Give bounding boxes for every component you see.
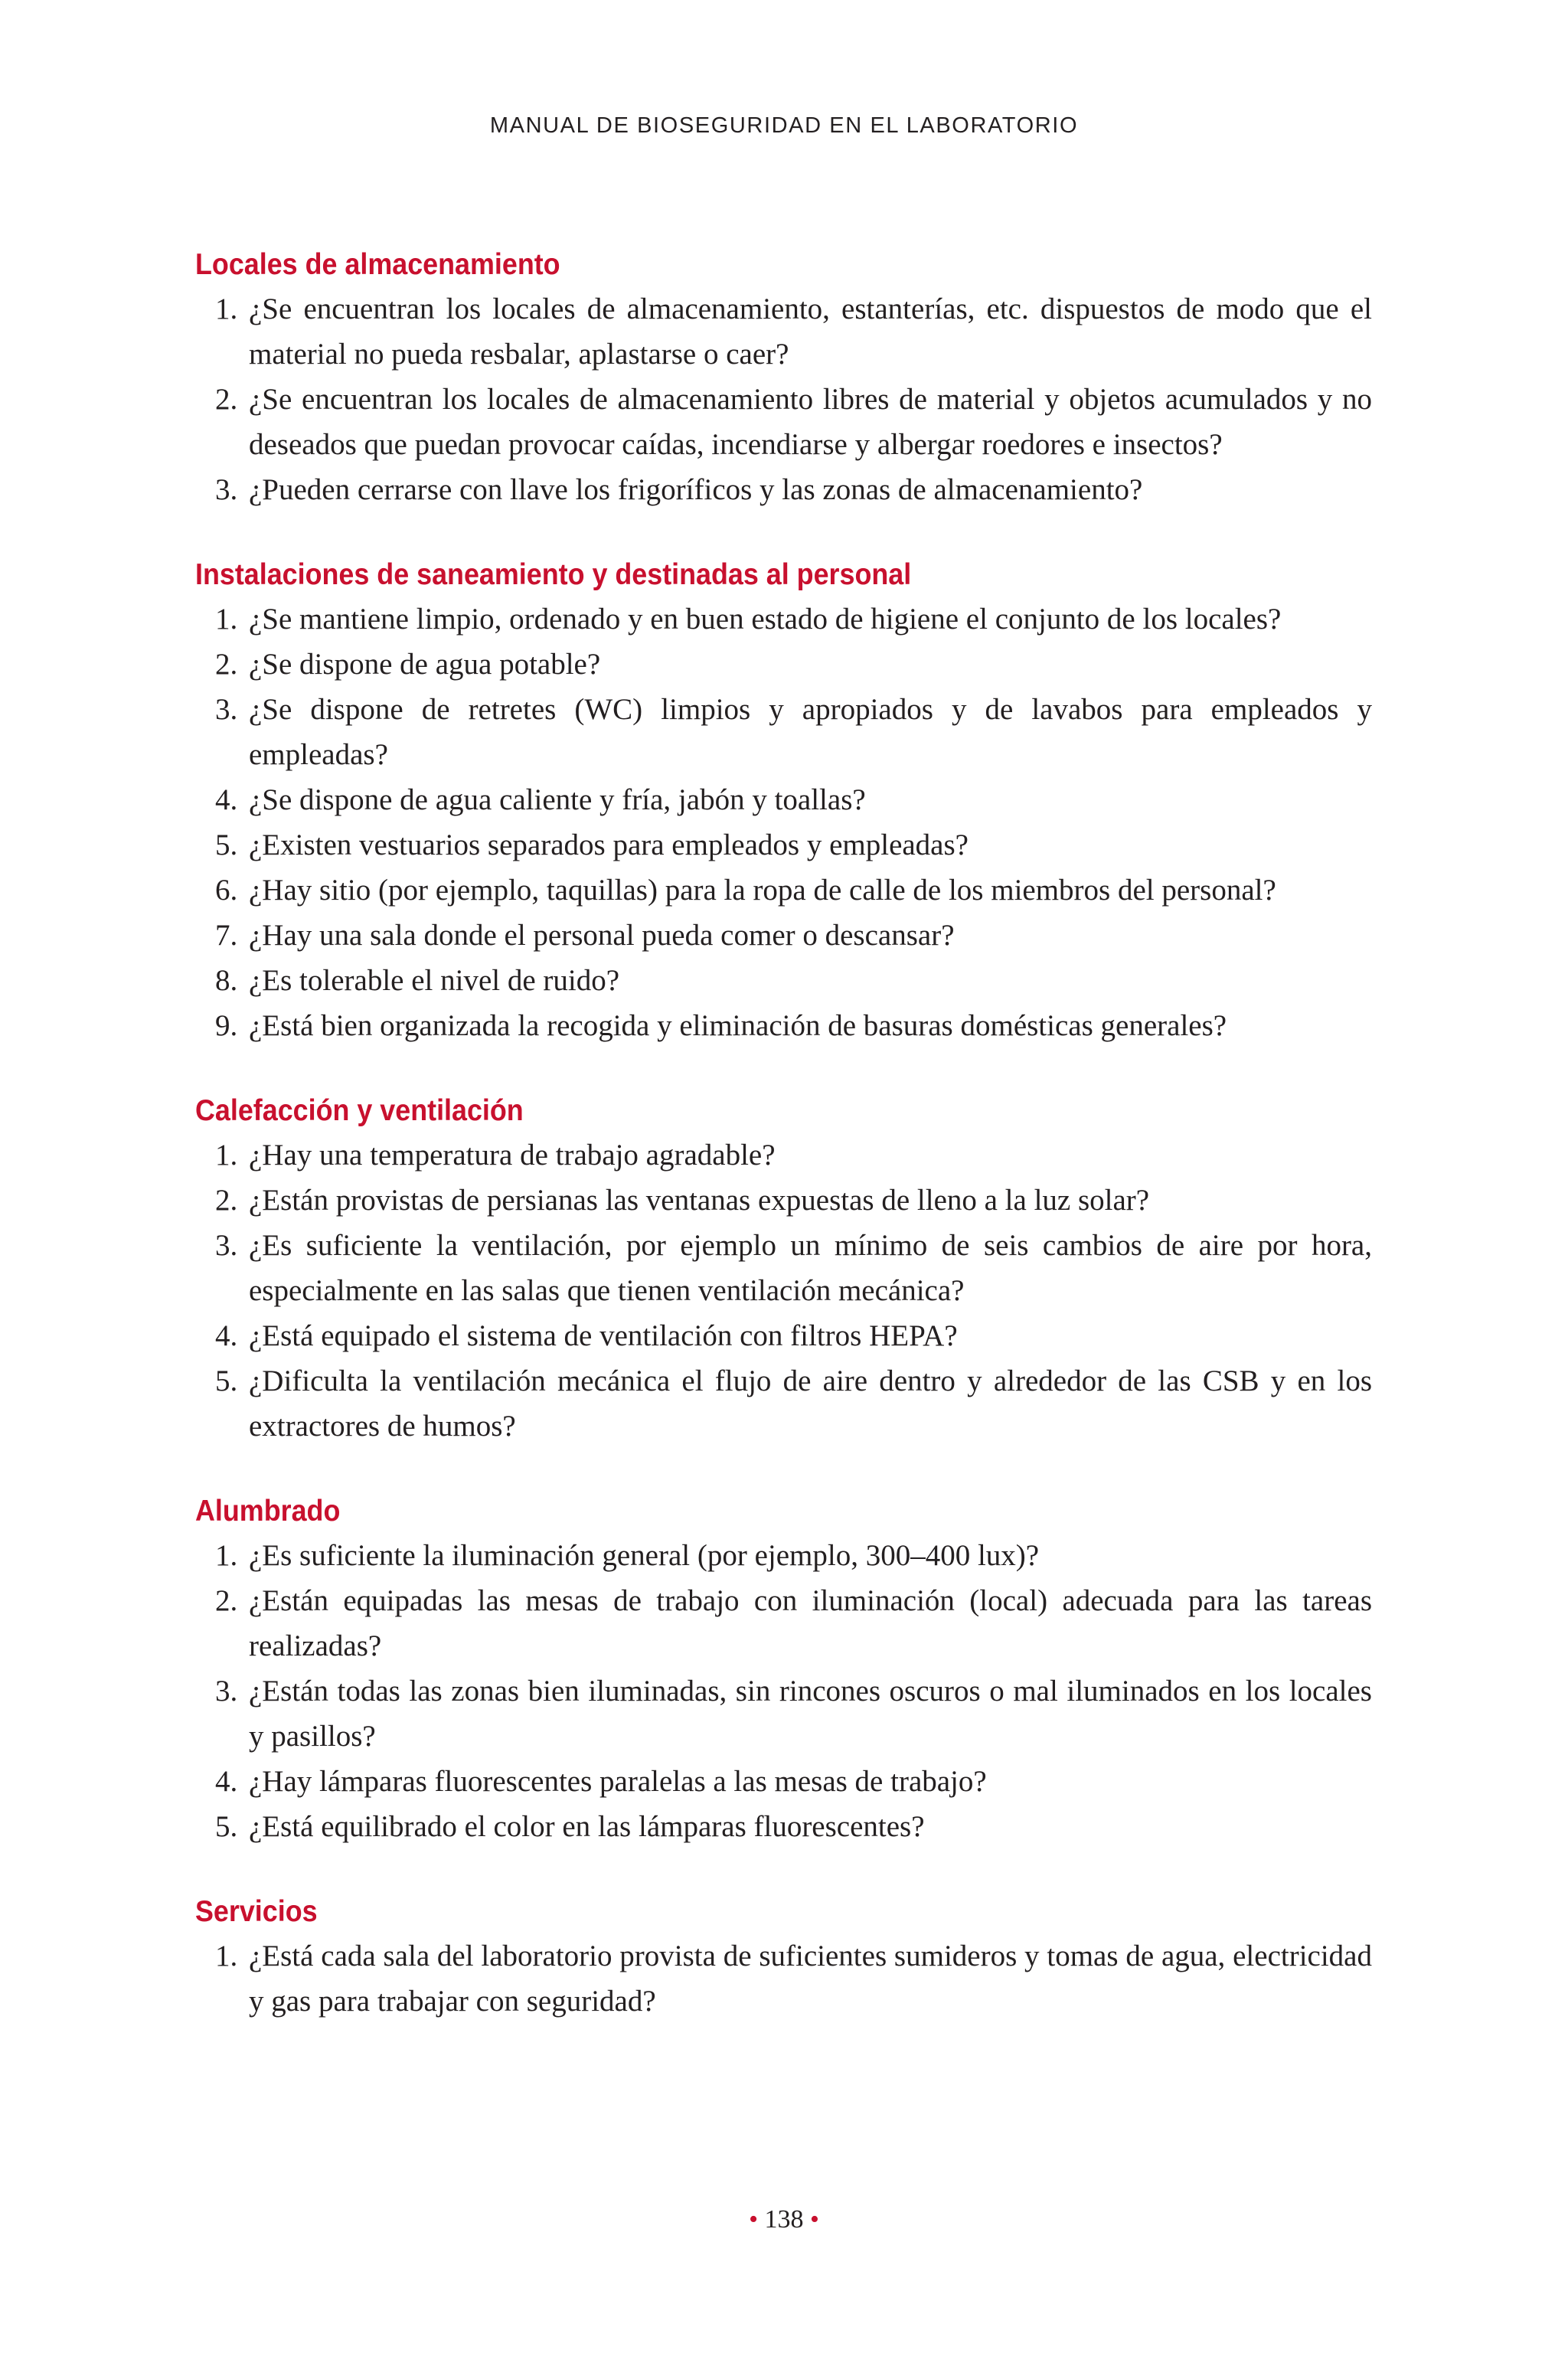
item-text: ¿Es suficiente la iluminación general (por ejemplo, 300–400 lux)? [249,1539,1040,1572]
section-title: Servicios [195,1895,318,1928]
item-number: 7. [215,919,238,952]
item-text: ¿Está equipado el sistema de ventilación con filtros HEPA? [249,1319,958,1352]
item-number: 4. [215,1319,238,1352]
running-header: MANUAL DE BIOSEGURIDAD EN EL LABORATORIO [489,113,1079,138]
item-number: 2. [215,383,238,416]
item-text: ¿Hay una sala donde el personal pueda comer o descansar? [249,919,955,952]
item-number: 1. [215,1940,238,1972]
item-number: 2. [215,1584,238,1617]
item-number: 1. [215,292,238,325]
page-number-bullet-left: • [749,2205,758,2234]
item-text: ¿Hay sitio (por ejemplo, taquillas) para la ropa de calle de los miembros del personal? [249,874,1276,907]
item-text: ¿Está bien organizada la recogida y eliminación de basuras domésticas generales? [249,1009,1227,1042]
checklist-item [195,286,1372,377]
item-text: ¿Se dispone de retretes (WC) limpios y apropiados y de lavabos para empleados y empleadas? [249,693,1372,771]
item-number: 3. [215,1675,238,1708]
checklist-item [195,1132,1372,1178]
page-content [195,243,1372,2065]
checklist-item [195,642,1372,687]
item-text: ¿Dificulta la ventilación mecánica el flujo de aire dentro y alrededor de las CSB y en los extractores de humos? [249,1364,1372,1443]
item-number: 3. [215,1229,238,1262]
section-title: Alumbrado [195,1495,341,1528]
checklist-item [195,777,1372,822]
page-number [0,2205,1568,2234]
item-text: ¿Está equilibrado el color en las lámparas fluorescentes? [249,1810,925,1843]
checklist-section [195,554,1372,1048]
item-text: ¿Se dispone de agua potable? [249,648,601,681]
item-number: 6. [215,874,238,907]
item-number: 2. [215,648,238,681]
item-number: 8. [215,964,238,997]
checklist-item [195,1003,1372,1048]
checklist-item [195,868,1372,913]
page-number-value: 138 [764,2205,804,2234]
item-text: ¿Hay lámparas fluorescentes paralelas a las mesas de trabajo? [249,1765,987,1798]
item-text: ¿Están todas las zonas bien iluminadas, sin rincones oscuros o mal iluminados en los locales y pasillos? [249,1675,1372,1753]
section-title: Instalaciones de saneamiento y destinadas al personal [195,558,912,591]
item-number: 3. [215,473,238,506]
checklist-items [195,286,1372,512]
page-number-bullet-right: • [810,2205,819,2234]
checklist-item [195,1533,1372,1578]
checklist-section [195,1090,1372,1449]
item-text: ¿Es suficiente la ventilación, por ejemplo un mínimo de seis cambios de aire por hora, especialmente en las salas que tienen ventilación mecánica? [249,1229,1372,1307]
item-number: 5. [215,1810,238,1843]
item-number: 5. [215,828,238,861]
checklist-item [195,1933,1372,2024]
section-title: Locales de almacenamiento [195,248,560,281]
section-title: Calefacción y ventilación [195,1094,524,1127]
item-number: 5. [215,1364,238,1397]
item-number: 2. [215,1184,238,1217]
checklist-item [195,1804,1372,1849]
checklist-section [195,1490,1372,1849]
checklist-item [195,1313,1372,1358]
item-text: ¿Se dispone de agua caliente y fría, jabón y toallas? [249,783,866,816]
checklist-item [195,377,1372,467]
checklist-item [195,687,1372,777]
checklist-section [195,243,1372,512]
checklist-item [195,1223,1372,1313]
item-text: ¿Se mantiene limpio, ordenado y en buen estado de higiene el conjunto de los locales? [249,603,1282,636]
item-number: 4. [215,783,238,816]
item-number: 9. [215,1009,238,1042]
item-text: ¿Se encuentran los locales de almacenamiento libres de material y objetos acumulados y no deseados que puedan provocar caídas, incendiarse y albergar roedores e insectos? [249,383,1372,461]
item-text: ¿Hay una temperatura de trabajo agradable? [249,1139,776,1172]
item-number: 1. [215,603,238,636]
item-number: 1. [215,1139,238,1172]
item-number: 4. [215,1765,238,1798]
item-text: ¿Están equipadas las mesas de trabajo con iluminación (local) adecuada para las tareas realizadas? [249,1584,1372,1662]
item-text: ¿Es tolerable el nivel de ruido? [249,964,620,997]
checklist-item [195,913,1372,958]
checklist-item [195,1759,1372,1804]
checklist-items [195,1933,1372,2024]
checklist-items [195,1132,1372,1449]
checklist-item [195,1178,1372,1223]
checklist-item [195,1358,1372,1449]
checklist-item [195,958,1372,1003]
item-text: ¿Está cada sala del laboratorio provista de suficientes sumideros y tomas de agua, electricidad y gas para trabajar con seguridad? [249,1940,1372,2018]
checklist-item [195,1668,1372,1759]
checklist-item [195,822,1372,868]
checklist-item [195,467,1372,512]
item-text: ¿Existen vestuarios separados para empleados y empleadas? [249,828,969,861]
item-number: 1. [215,1539,238,1572]
item-text: ¿Se encuentran los locales de almacenamiento, estanterías, etc. dispuestos de modo que el material no pueda resbalar, aplastarse o caer? [249,292,1372,371]
checklist-items [195,596,1372,1048]
item-text: ¿Pueden cerrarse con llave los frigoríficos y las zonas de almacenamiento? [249,473,1143,506]
checklist-item [195,1578,1372,1668]
checklist-item [195,596,1372,642]
item-text: ¿Están provistas de persianas las ventanas expuestas de lleno a la luz solar? [249,1184,1150,1217]
item-number: 3. [215,693,238,726]
checklist-section [195,1891,1372,2024]
checklist-items [195,1533,1372,1849]
